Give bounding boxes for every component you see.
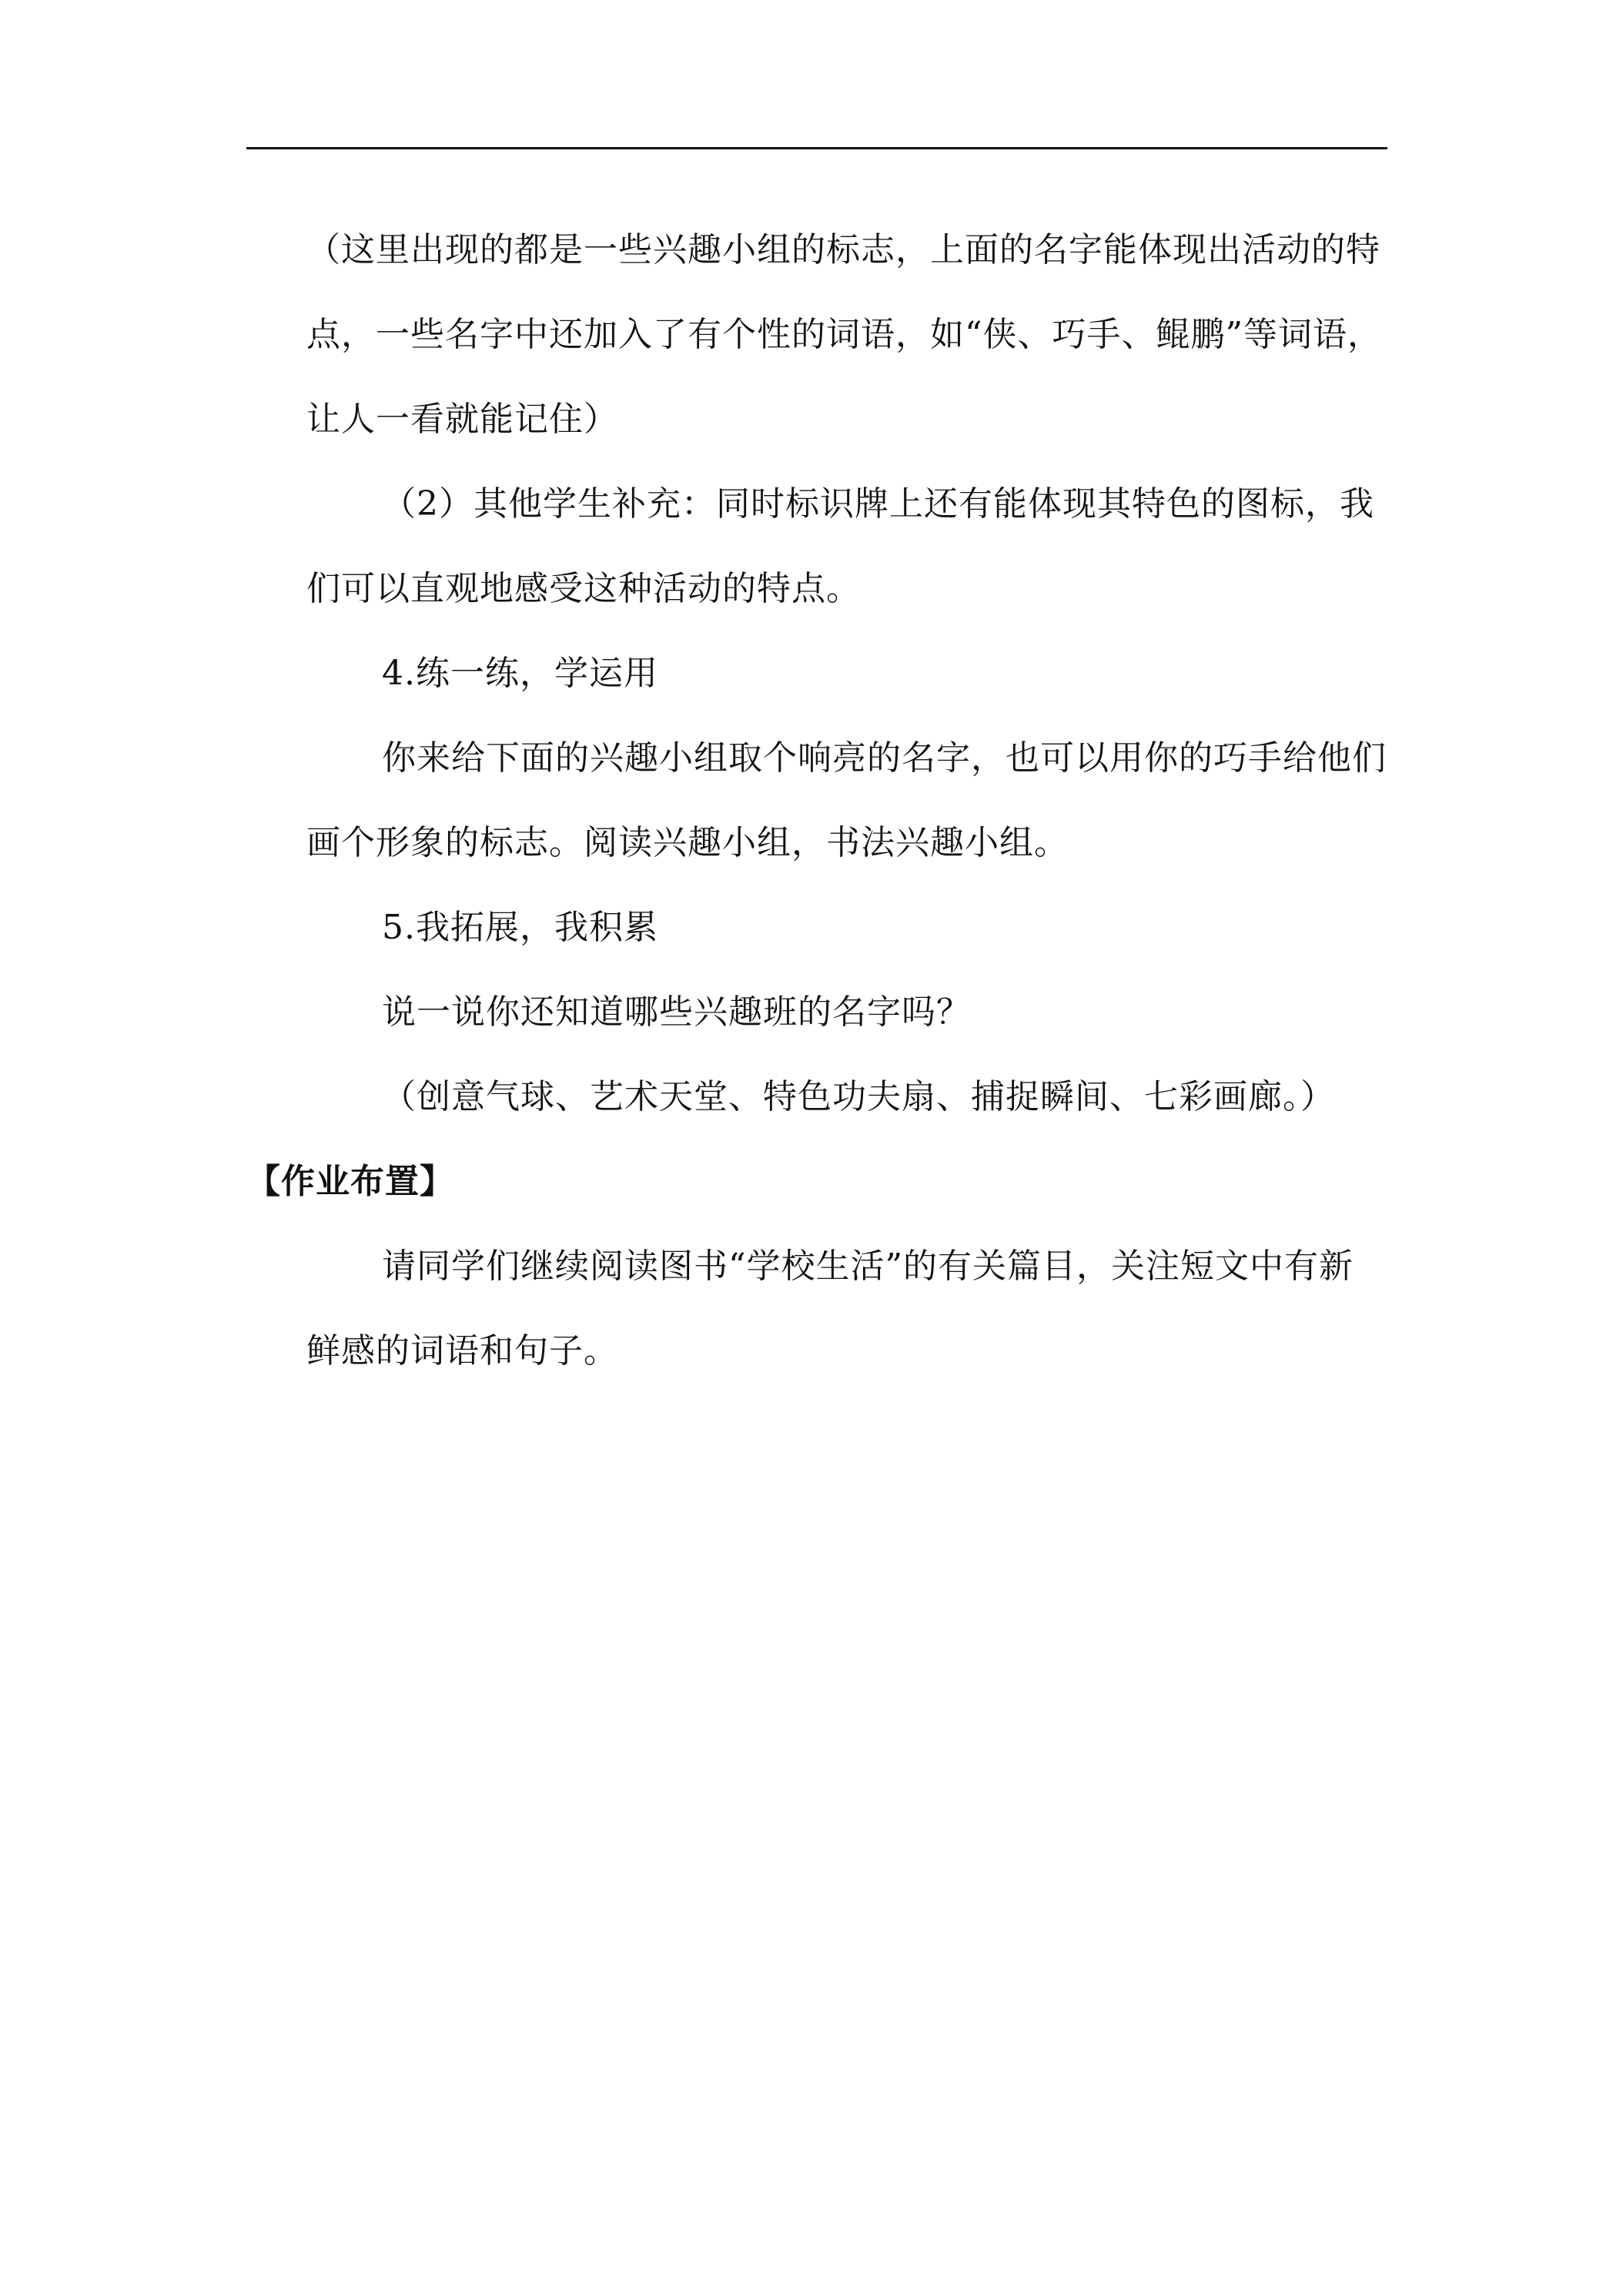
section-title-practice: 4.练一练，学运用: [382, 654, 658, 693]
paragraph-extension-examples: （创意气球、艺术天堂、特色功夫扇、捕捉瞬间、七彩画廊。）: [382, 1077, 1335, 1116]
section-title-extension: 5.我拓展，我积累: [382, 908, 658, 947]
paragraph-extension-question: 说一说你还知道哪些兴趣班的名字吗？: [382, 992, 971, 1032]
homework-text: 请同学们继续阅读图书“学校生活”的有关篇目，关注短文中有新鲜感的词语和句子。: [306, 1247, 1354, 1371]
paragraph-student-supplement: （2）其他学生补充：同时标识牌上还有能体现其特色的图标，我们可以直观地感受这种活动的特点。: [306, 484, 1374, 608]
homework-heading: 【作业布置】: [246, 1162, 454, 1201]
paragraph-practice-task: 你来给下面的兴趣小组取个响亮的名字，也可以用你的巧手给他们画个形象的标志。阅读兴趣小组，书法兴趣小组。: [306, 738, 1387, 862]
paragraph-explanation: （这里出现的都是一些兴趣小组的标志，上面的名字能体现出活动的特点，一些名字中还加入了有个性的词语，如“侠、巧手、鲲鹏”等词语，让人一看就能记住）: [306, 230, 1382, 439]
document-body: [246, 208, 1387, 1394]
header-rule: [246, 147, 1387, 149]
